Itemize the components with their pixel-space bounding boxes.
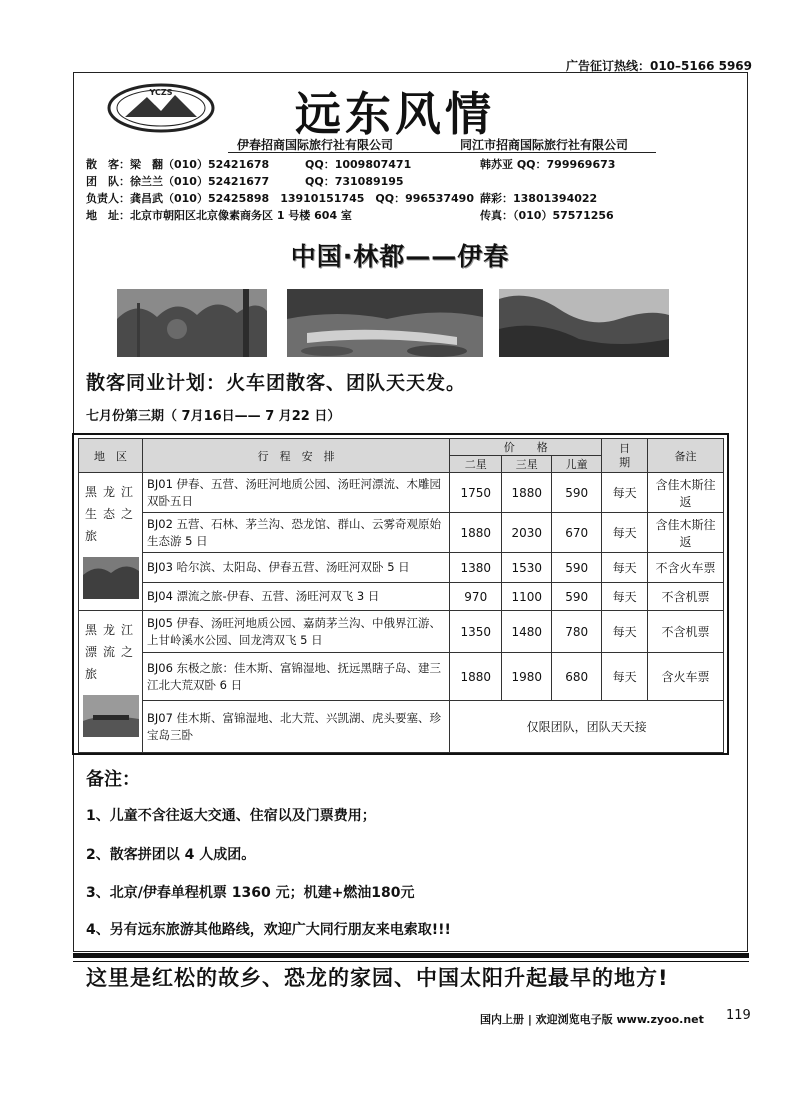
mountain-photo [499,289,669,357]
contact-address: 地 址：北京市朝阳区北京像素商务区 1 号楼 604 室 [86,209,352,222]
contact-retail-qq: QQ：1009807471 [305,158,412,171]
slogan-rule-thick [73,953,749,958]
header-route: 行 程 安 排 [142,439,449,473]
company-name-2: 同江市招商国际旅行社有限公司 [460,138,629,152]
route-note: 含佳木斯往返 [648,513,724,553]
departure-date: 每天 [602,553,648,583]
price-3star: 2030 [502,513,552,553]
brand-title: 远东风情 [295,87,495,141]
header-child: 儿童 [552,456,602,473]
footer-text: 国内上册 | 欢迎浏览电子版 www.zyoo.net [480,1013,704,1026]
header-2star: 二星 [450,456,502,473]
price-2star: 1880 [450,653,502,701]
route-cell: BJ06 东极之旅：佳木斯、富锦湿地、抚远黑瞎子岛、建三江北大荒双卧 6 日 [142,653,449,701]
header-note: 备注 [648,439,724,473]
price-3star: 1880 [502,473,552,513]
region-cell-ecology [79,473,143,611]
price-2star: 1350 [450,611,502,653]
note-item: 1、儿童不含往返大交通、住宿以及门票费用； [86,808,376,824]
price-3star: 1530 [502,553,552,583]
company-name-1: 伊春招商国际旅行社有限公司 [237,138,394,152]
table-row [79,473,724,513]
stream-photo [287,289,483,357]
schedule-table [78,438,724,753]
departure-date: 每天 [602,611,648,653]
departure-date: 每天 [602,473,648,513]
note-item: 2、散客拼团以 4 人成团。 [86,847,256,863]
price-child: 590 [552,473,602,513]
price-child: 590 [552,553,602,583]
issue-period: 七月份第三期（ 7月16日—— 7 月22 日） [86,409,341,424]
note-item: 3、北京/伊春单程机票 1360 元；机建+燃油180元 [86,885,415,901]
route-cell: BJ01 伊春、五营、汤旺河地质公园、汤旺河漂流、木雕园双卧五日 [142,473,449,513]
departure-date: 每天 [602,653,648,701]
route-note: 不含机票 [648,583,724,611]
route-note: 含佳木斯往返 [648,473,724,513]
table-row [79,611,724,653]
header-3star: 三星 [502,456,552,473]
price-3star: 1980 [502,653,552,701]
header-region: 地 区 [79,439,143,473]
company-logo [107,83,215,133]
price-child: 780 [552,611,602,653]
price-2star: 1880 [450,513,502,553]
contact-fax: 传真：（010）57571256 [480,209,614,222]
header-price: 价 格 [450,439,602,456]
group-plan-heading: 散客同业计划：火车团散客、团队天天发。 [86,372,467,394]
headline: 中国·林都——伊春 [290,242,510,271]
departure-date: 每天 [602,583,648,611]
page-number: 119 [726,1008,751,1023]
route-note: 不含火车票 [648,553,724,583]
slogan: 这里是红松的故乡、恐龙的家园、中国太阳升起最早的地方! [86,966,669,990]
table-row [79,513,724,553]
contact-group: 团 队：徐兰兰（010）52421677 [86,175,270,188]
price-2star: 970 [450,583,502,611]
price-2star: 1380 [450,553,502,583]
logo-lettering: YCZS [149,88,173,97]
contact-han-qq: 韩苏亚 QQ：799969673 [480,158,616,171]
region-label: 黑龙江生态之旅 [85,485,140,543]
route-note: 不含机票 [648,611,724,653]
table-row [79,583,724,611]
route-cell: BJ05 伊春、汤旺河地质公园、嘉荫茅兰沟、中俄界江游、上甘岭溪水公园、回龙湾双飞 5 日 [142,611,449,653]
price-child: 670 [552,513,602,553]
price-child: 590 [552,583,602,611]
contact-xue: 薛彩：13801394022 [480,192,598,205]
price-child: 680 [552,653,602,701]
table-row [79,653,724,701]
price-3star: 1100 [502,583,552,611]
route-cell: BJ07 佳木斯、富锦湿地、北大荒、兴凯湖、虎头要塞、珍宝岛三卧 [142,701,449,753]
route-cell: BJ03 哈尔滨、太阳岛、伊春五营、汤旺河双卧 5 日 [142,553,449,583]
forest-photo [117,289,267,357]
contact-manager: 负责人：龚昌武（010）52425898 13910151745 QQ：996537490 [86,192,474,205]
route-cell: BJ02 五营、石林、茅兰沟、恐龙馆、群山、云雾奇观原始生态游 5 日 [142,513,449,553]
region-thumbnail [83,557,139,599]
departure-date: 每天 [602,513,648,553]
route-note: 含火车票 [648,653,724,701]
header-rule [228,152,656,153]
notes-title: 备注： [86,769,140,790]
table-row [79,553,724,583]
price-3star: 1480 [502,611,552,653]
table-row [79,701,724,753]
note-item: 4、另有远东旅游其他路线，欢迎广大同行朋友来电索取!!! [86,922,451,938]
price-2star: 1750 [450,473,502,513]
region-cell-rafting [79,611,143,753]
region-thumbnail [83,695,139,737]
route-cell: BJ04 漂流之旅-伊春、五营、汤旺河双飞 3 日 [142,583,449,611]
contact-group-qq: QQ：731089195 [305,175,404,188]
header-date: 日期 [602,439,648,473]
ad-hotline: 广告征订热线：010–5166 5969 [565,59,752,73]
group-only-note: 仅限团队，团队天天接 [450,701,724,753]
contact-retail: 散 客：梁 翻（010）52421678 [86,158,270,171]
region-label: 黑龙江漂流之旅 [85,623,140,681]
